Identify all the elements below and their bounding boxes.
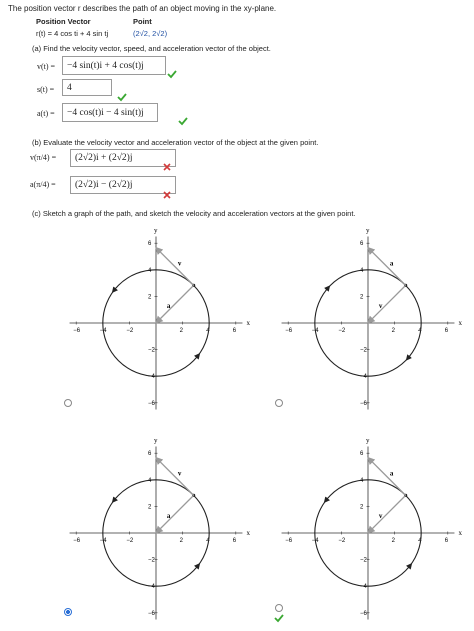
speed-check-icon	[117, 93, 127, 101]
acceleration-vector	[368, 285, 406, 323]
acceleration-label: a	[166, 512, 171, 521]
direction-arrow	[114, 288, 117, 291]
x-tick-label: 6	[444, 538, 449, 544]
y-tick-label: 4	[148, 477, 152, 484]
y-tick-label: 6	[360, 451, 364, 458]
y-axis-label: y	[366, 436, 370, 445]
x-tick-label: 4	[418, 328, 422, 334]
y-axis-label: y	[366, 226, 370, 235]
option-3-radio[interactable]	[64, 608, 72, 616]
direction-arrow	[114, 498, 117, 501]
accel-at-point-answer-field[interactable]: (2√2)i − (2√2)j	[70, 176, 176, 194]
direction-arrow	[196, 565, 199, 568]
velocity-label: v	[378, 302, 383, 311]
x-tick-label: 2	[391, 538, 395, 544]
acceleration-vector	[368, 495, 406, 533]
velocity-at-point-cross-icon	[163, 163, 171, 171]
acceleration-label: a	[389, 259, 394, 268]
x-tick-label: 4	[206, 538, 210, 544]
y-tick-label: 6	[148, 241, 152, 248]
accel-label: a(t) =	[37, 109, 55, 118]
part-a-prompt: (a) Find the velocity vector, speed, and acceleration vector of the object.	[32, 44, 271, 53]
velocity-vector	[156, 458, 194, 496]
x-tick-label: −4	[311, 538, 319, 544]
velocity-label: v	[177, 469, 182, 478]
velocity-label: v	[378, 512, 383, 521]
y-tick-label: 2	[148, 504, 152, 511]
accel-answer-field[interactable]: −4 cos(t)i − 4 sin(t)j	[62, 103, 158, 122]
y-tick-label: 2	[148, 294, 152, 301]
y-tick-label: 6	[148, 451, 152, 458]
y-tick-label: −4	[360, 374, 367, 381]
accel-at-point-cross-icon	[163, 191, 171, 199]
y-tick-label: −2	[360, 347, 367, 354]
x-tick-label: 6	[232, 538, 237, 544]
x-axis-label: x	[458, 319, 462, 327]
y-tick-label: −6	[360, 610, 367, 617]
velocity-vector	[368, 458, 406, 496]
x-tick-label: 6	[444, 328, 449, 334]
graph-option-4	[280, 430, 460, 620]
direction-arrow	[408, 565, 411, 568]
y-axis-label: y	[154, 436, 158, 445]
x-tick-label: 4	[418, 538, 422, 544]
direction-arrow	[326, 498, 329, 501]
option-2-radio[interactable]	[275, 399, 283, 407]
x-tick-label: −4	[311, 328, 319, 334]
acceleration-vector	[156, 285, 194, 323]
x-axis-label: x	[246, 319, 250, 327]
x-tick-label: 2	[179, 538, 183, 544]
x-tick-label: 2	[179, 328, 183, 334]
y-tick-label: −4	[360, 584, 367, 591]
x-tick-label: −4	[99, 328, 107, 334]
x-axis-label: x	[458, 529, 462, 537]
graph-option-3	[68, 430, 248, 620]
position-vector-value: r(t) = 4 cos ti + 4 sin tj	[36, 29, 109, 38]
speed-answer-field[interactable]: 4	[62, 79, 112, 96]
x-tick-label: −2	[126, 328, 134, 334]
y-tick-label: −2	[360, 557, 367, 564]
y-tick-label: −4	[148, 584, 155, 591]
point-value: (2√2, 2√2)	[133, 29, 168, 38]
velocity-label: v(t) =	[37, 62, 56, 71]
y-tick-label: 4	[148, 267, 152, 274]
y-tick-label: −6	[360, 400, 367, 407]
y-tick-label: 4	[360, 267, 364, 274]
x-tick-label: −6	[73, 328, 81, 334]
option-4-radio[interactable]	[275, 604, 283, 612]
y-axis-label: y	[154, 226, 158, 235]
direction-arrow	[408, 355, 411, 358]
y-tick-label: −2	[148, 557, 155, 564]
velocity-at-point-label: v(π/4) =	[30, 153, 57, 162]
y-tick-label: −6	[148, 400, 155, 407]
x-tick-label: −2	[126, 538, 134, 544]
x-tick-label: 6	[232, 328, 237, 334]
option-1-radio[interactable]	[64, 399, 72, 407]
acceleration-label: a	[389, 469, 394, 478]
part-c-prompt: (c) Sketch a graph of the path, and sketch the velocity and acceleration vectors at the given point.	[32, 209, 356, 218]
y-tick-label: −4	[148, 374, 155, 381]
accel-check-icon	[178, 117, 188, 125]
velocity-vector	[368, 248, 406, 286]
speed-label: s(t) =	[37, 85, 55, 94]
velocity-vector	[156, 248, 194, 286]
x-tick-label: −4	[99, 538, 107, 544]
y-tick-label: −6	[148, 610, 155, 617]
velocity-at-point-answer-field[interactable]: (2√2)i + (2√2)j	[70, 149, 176, 167]
graph-option-1	[68, 220, 248, 410]
intro-text: The position vector r describes the path of an object moving in the xy-plane.	[8, 4, 277, 13]
direction-arrow	[326, 288, 329, 291]
graph-option-2	[280, 220, 460, 410]
y-tick-label: 2	[360, 504, 364, 511]
accel-at-point-label: a(π/4) =	[30, 180, 56, 189]
y-tick-label: 4	[360, 477, 364, 484]
direction-arrow	[196, 355, 199, 358]
x-tick-label: −2	[338, 328, 346, 334]
x-tick-label: 2	[391, 328, 395, 334]
y-tick-label: 6	[360, 241, 364, 248]
option-4-check-icon	[274, 614, 284, 622]
x-tick-label: −6	[285, 328, 293, 334]
velocity-label: v	[177, 259, 182, 268]
x-tick-label: −6	[73, 538, 81, 544]
y-tick-label: 2	[360, 294, 364, 301]
acceleration-label: a	[166, 302, 171, 311]
velocity-answer-field[interactable]: −4 sin(t)i + 4 cos(t)j	[62, 56, 166, 75]
x-tick-label: −2	[338, 538, 346, 544]
velocity-check-icon	[167, 70, 177, 78]
point-header: Point	[133, 17, 152, 26]
position-vector-header: Position Vector	[36, 17, 91, 26]
x-axis-label: x	[246, 529, 250, 537]
part-b-prompt: (b) Evaluate the velocity vector and acceleration vector of the object at the given point.	[32, 138, 319, 147]
acceleration-vector	[156, 495, 194, 533]
x-tick-label: 4	[206, 328, 210, 334]
x-tick-label: −6	[285, 538, 293, 544]
y-tick-label: −2	[148, 347, 155, 354]
